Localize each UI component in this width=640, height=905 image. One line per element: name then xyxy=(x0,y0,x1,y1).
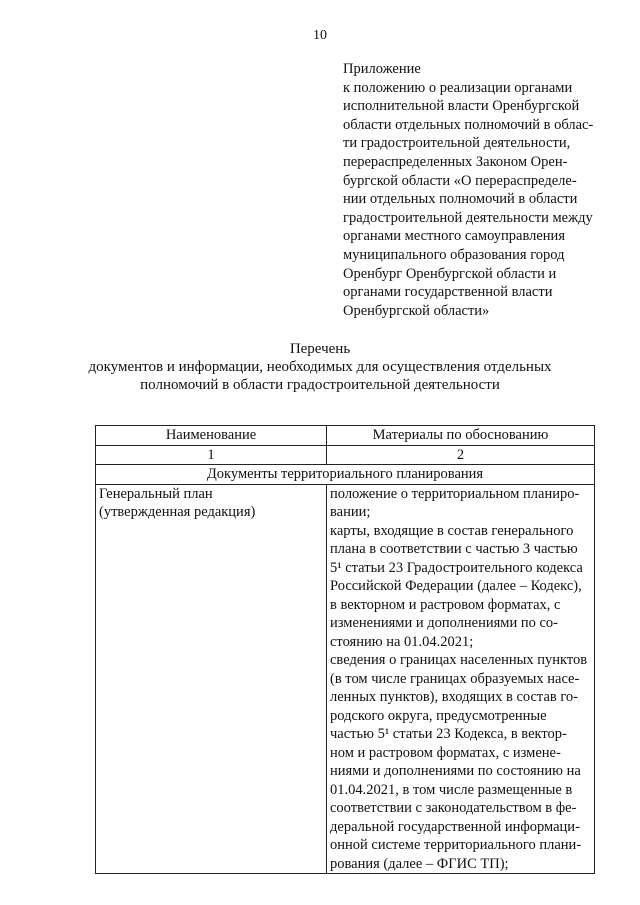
materials-line: стоянию на 01.04.2021; xyxy=(330,633,474,650)
table-header-row xyxy=(96,426,595,446)
materials-line: соответствии с законодательством в фе- xyxy=(330,800,577,816)
materials-line: ленных пунктов), входящих в состав го- xyxy=(330,689,579,705)
header-materials: Материалы по обоснованию xyxy=(327,426,595,446)
heading-subtitle-line: полномочий в области градостроительной деятельности xyxy=(140,377,500,393)
table-number-row xyxy=(96,445,595,465)
materials-line: частью 5¹ статьи 23 Кодекса, в вектор- xyxy=(330,726,567,742)
document-name-line: Генеральный план xyxy=(99,485,213,502)
materials-line: рования (далее – ФГИС ТП); xyxy=(330,855,509,872)
documents-table xyxy=(95,425,595,874)
heading-subtitle-line: документов и информации, необходимых для осуществления отдельных xyxy=(88,359,552,375)
materials-line: вании; xyxy=(330,504,371,520)
materials-line: деральной государственной информаци- xyxy=(330,818,580,835)
table-row xyxy=(96,484,595,874)
materials-line: карты, входящие в состав генерального xyxy=(330,522,574,539)
appendix-line: области отдельных полномочий в облас- xyxy=(343,116,594,133)
appendix-line: градостроительной деятельности между xyxy=(343,209,593,226)
column-number: 2 xyxy=(327,445,595,465)
materials-line: родского округа, предусмотренные xyxy=(330,707,547,724)
appendix-block xyxy=(343,60,618,320)
document-name-line: (утвержденная редакция) xyxy=(99,504,256,520)
appendix-line: ти градостроительной деятельности, xyxy=(343,135,571,152)
appendix-line: муниципального образования город xyxy=(343,246,565,263)
document-name-cell xyxy=(96,484,327,874)
appendix-line: перераспределенных Законом Орен- xyxy=(343,153,568,170)
table-section-row xyxy=(96,465,595,485)
materials-line: Российской Федерации (далее – Кодекс), xyxy=(330,578,582,594)
materials-line: изменениями и дополнениями по со- xyxy=(330,615,558,631)
materials-line: онной системе территориального плани- xyxy=(330,837,582,853)
materials-line: в векторном и растровом форматах, с xyxy=(330,596,561,613)
materials-line: (в том числе границах образуемых насе- xyxy=(330,670,580,687)
appendix-line: органами государственной власти xyxy=(343,284,553,301)
section-title: Документы территориального планирования xyxy=(96,465,595,485)
materials-line: ниями и дополнениями по состоянию на xyxy=(330,763,581,779)
appendix-line: нии отдельных полномочий в области xyxy=(343,191,578,208)
appendix-line: Оренбург Оренбургской области и xyxy=(343,265,557,282)
document-heading xyxy=(0,340,640,394)
appendix-line: исполнительной власти Оренбургской xyxy=(343,98,580,115)
materials-cell xyxy=(327,484,595,874)
appendix-line: Приложение xyxy=(343,61,421,77)
header-name: Наименование xyxy=(96,426,327,446)
materials-line: сведения о границах населенных пунктов xyxy=(330,652,588,668)
materials-line: плана в соответствии с частью 3 частью xyxy=(330,541,578,557)
materials-line: 01.04.2021, в том числе размещенные в xyxy=(330,781,573,798)
column-number: 1 xyxy=(96,445,327,465)
appendix-line: органами местного самоуправления xyxy=(343,228,565,245)
page-number: 10 xyxy=(313,28,327,43)
materials-line: 5¹ статьи 23 Градостроительного кодекса xyxy=(330,559,583,576)
heading-title: Перечень xyxy=(289,341,351,357)
materials-line: ном и растровом форматах, с измене- xyxy=(330,744,561,761)
materials-line: положение о территориальном планиро- xyxy=(330,485,580,502)
appendix-line: Оренбургской области» xyxy=(343,302,490,319)
appendix-line: к положению о реализации органами xyxy=(343,79,573,96)
appendix-line: бургской области «О перераспределе- xyxy=(343,172,577,189)
